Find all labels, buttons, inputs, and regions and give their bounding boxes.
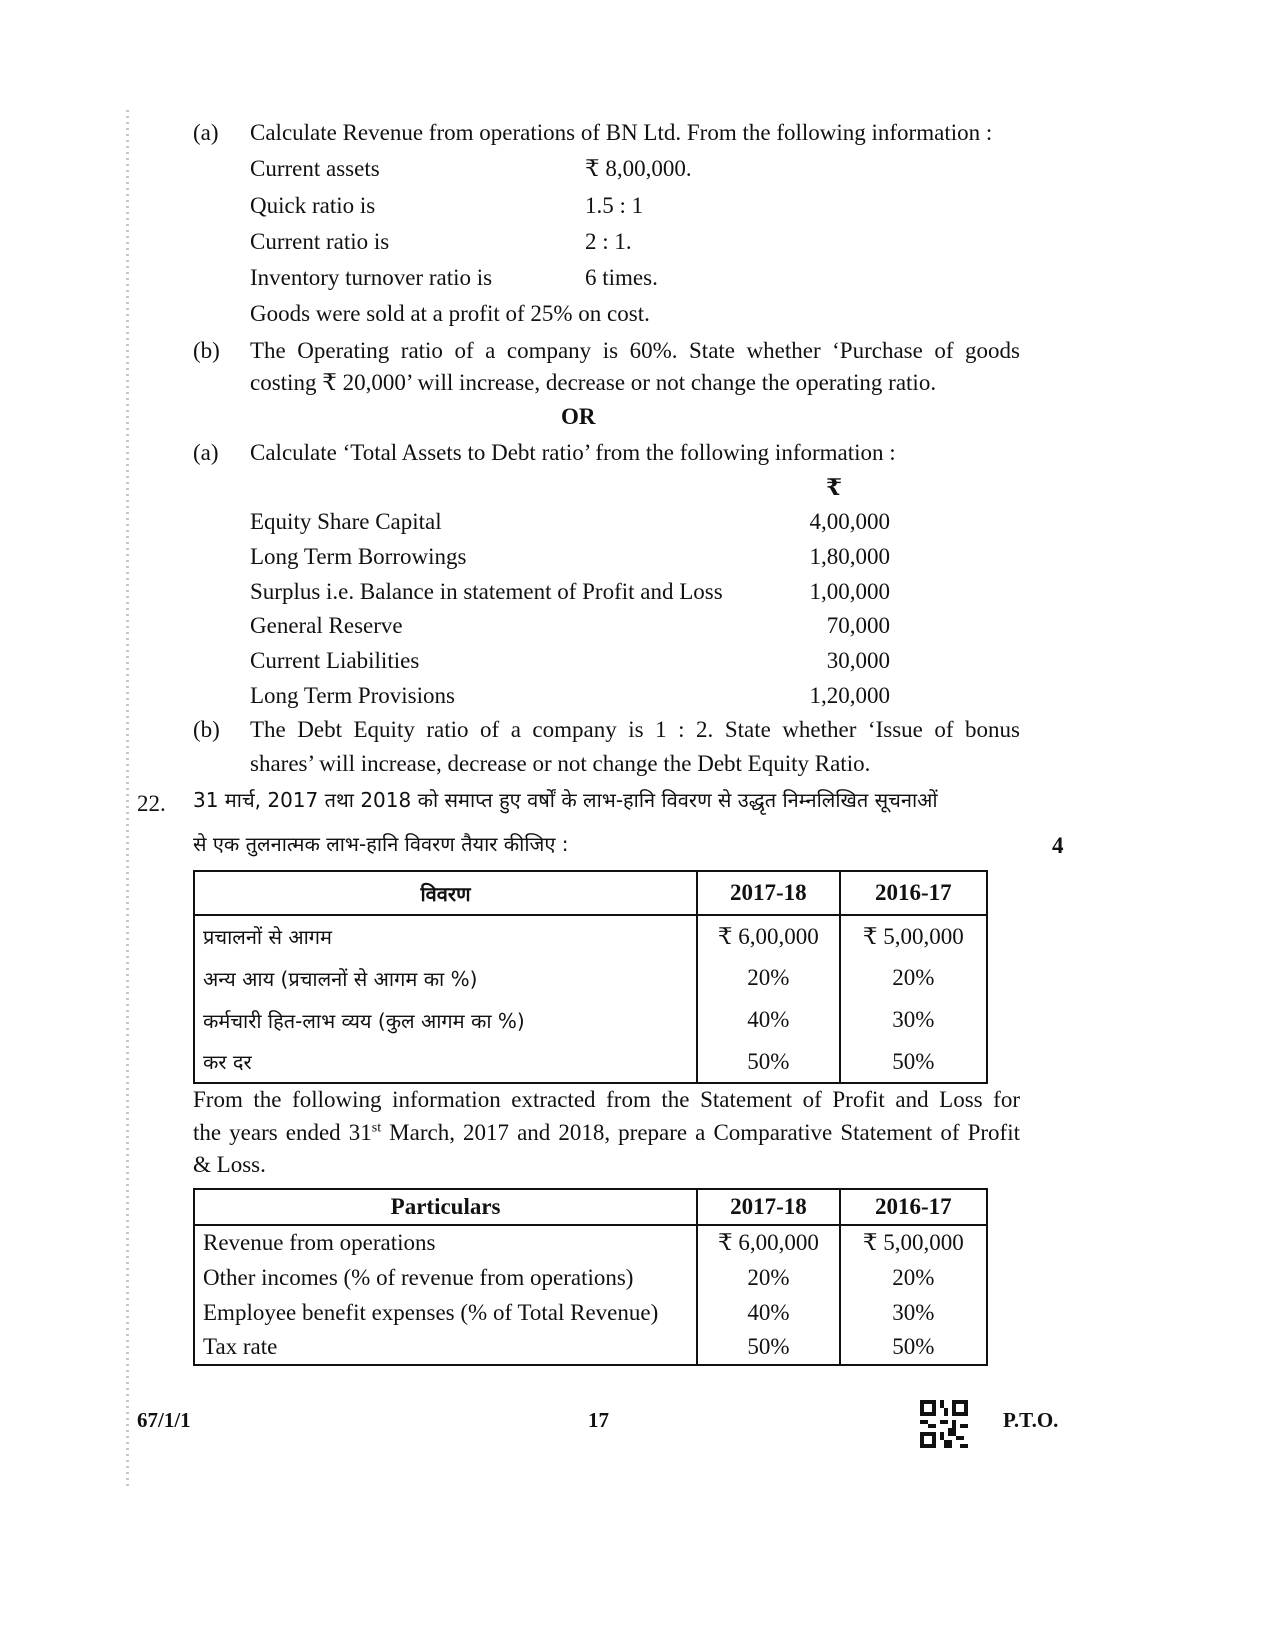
table-cell: Tax rate [194, 1330, 697, 1365]
paper-code: 67/1/1 [137, 1408, 191, 1432]
table-cell: 40% [697, 1295, 839, 1330]
table-cell: 20% [697, 957, 839, 999]
currency-header: ₹ [826, 475, 843, 500]
part-a2-label: (a) [193, 440, 219, 465]
table-cell: 30% [840, 1295, 987, 1330]
item-value: 1,80,000 [809, 544, 890, 569]
item-name: Long Term Provisions [250, 683, 455, 708]
q22-en-line2-pre: the years ended 31 [193, 1120, 372, 1145]
table-row [194, 999, 987, 1041]
table-header: 2016-17 [840, 1189, 987, 1225]
item-name: Current ratio is [250, 229, 390, 254]
item-name: Current assets [250, 156, 380, 181]
table-cell: कर्मचारी हित-लाभ व्यय (कुल आगम का %) [194, 999, 697, 1041]
part-b1-line1: The Operating ratio of a company is 60%. State whether ‘Purchase of goods [250, 338, 1020, 363]
or-separator: OR [561, 404, 596, 429]
part-b2-label: (b) [193, 717, 220, 742]
english-table [193, 1188, 988, 1366]
table-cell: 50% [697, 1041, 839, 1083]
item-value: 1.5 : 1 [585, 193, 644, 218]
part-a2-intro: Calculate ‘Total Assets to Debt ratio’ from the following information : [250, 440, 896, 465]
table-cell: 20% [697, 1260, 839, 1295]
table-cell: ₹ 6,00,000 [697, 915, 839, 957]
table-cell: ₹ 5,00,000 [840, 915, 987, 957]
table-row [194, 1295, 987, 1330]
part-b2-line1: The Debt Equity ratio of a company is 1 : 2. State whether ‘Issue of bonus [250, 717, 1020, 742]
item-value: ₹ 8,00,000. [585, 156, 692, 181]
table-header: विवरण [194, 871, 697, 915]
hindi-table [193, 870, 988, 1084]
part-a1-intro: Calculate Revenue from operations of BN Ltd. From the following information : [250, 120, 993, 145]
item-name: Current Liabilities [250, 648, 420, 673]
table-cell: 20% [840, 1260, 987, 1295]
q22-hindi-line1: 31 मार्च, 2017 तथा 2018 को समाप्त हुए वर्षों के लाभ-हानि विवरण से उद्धृत निम्नलिखित सूचनाओं [193, 788, 938, 812]
q22-en-line2-sup: st [371, 1120, 382, 1136]
q22-hindi-line2: से एक तुलनात्मक लाभ-हानि विवरण तैयार कीजिए : [193, 832, 569, 856]
question-number: 22. [137, 791, 166, 816]
table-header: 2016-17 [840, 871, 987, 915]
table-cell: Other incomes (% of revenue from operations) [194, 1260, 697, 1295]
table-header: 2017-18 [697, 871, 839, 915]
table-cell: 50% [697, 1330, 839, 1365]
table-header: 2017-18 [697, 1189, 839, 1225]
table-cell: 50% [840, 1330, 987, 1365]
item-value: 1,20,000 [809, 683, 890, 708]
table-cell: 20% [840, 957, 987, 999]
item-name: Equity Share Capital [250, 509, 442, 534]
table-cell: Employee benefit expenses (% of Total Revenue) [194, 1295, 697, 1330]
table-cell: 30% [840, 999, 987, 1041]
qr-code-icon [920, 1400, 968, 1448]
side-security-strip [126, 110, 129, 1490]
item-name: General Reserve [250, 613, 403, 638]
q22-en-line3: & Loss. [193, 1152, 266, 1177]
part-b2-line2: shares’ will increase, decrease or not change the Debt Equity Ratio. [250, 751, 871, 776]
page-number: 17 [588, 1408, 609, 1432]
item-name: Inventory turnover ratio is [250, 265, 493, 290]
item-value: 2 : 1. [585, 229, 632, 254]
item-value: 1,00,000 [809, 579, 890, 604]
item-name: Quick ratio is [250, 193, 376, 218]
table-cell: 50% [840, 1041, 987, 1083]
part-a1-note: Goods were sold at a profit of 25% on cost. [250, 301, 650, 326]
item-value: 6 times. [585, 265, 658, 290]
table-row [194, 1225, 987, 1260]
table-row [194, 1041, 987, 1083]
table-cell: अन्य आय (प्रचालनों से आगम का %) [194, 957, 697, 999]
table-cell: ₹ 5,00,000 [840, 1225, 987, 1260]
table-row [194, 915, 987, 957]
q22-en-line1: From the following information extracted from the Statement of Profit and Loss for [193, 1087, 1020, 1112]
item-value: 70,000 [826, 613, 890, 638]
table-cell: ₹ 6,00,000 [697, 1225, 839, 1260]
item-value: 4,00,000 [809, 509, 890, 534]
q22-en-line2-post: March, 2017 and 2018, prepare a Comparative Statement of Profit [381, 1120, 1020, 1145]
pto-label: P.T.O. [1003, 1408, 1059, 1432]
table-row [194, 1330, 987, 1365]
table-cell: प्रचालनों से आगम [194, 915, 697, 957]
table-cell: कर दर [194, 1041, 697, 1083]
table-header: Particulars [194, 1189, 697, 1225]
table-cell: Revenue from operations [194, 1225, 697, 1260]
table-row [194, 1260, 987, 1295]
item-name: Surplus i.e. Balance in statement of Profit and Loss [250, 579, 723, 604]
marks: 4 [1052, 833, 1064, 858]
part-b1-label: (b) [193, 338, 220, 363]
part-a1-label: (a) [193, 120, 219, 145]
table-cell: 40% [697, 999, 839, 1041]
item-name: Long Term Borrowings [250, 544, 467, 569]
q22-en-line2 [193, 1121, 1020, 1144]
table-row [194, 957, 987, 999]
part-b1-line2: costing ₹ 20,000’ will increase, decrease or not change the operating ratio. [250, 370, 937, 395]
item-value: 30,000 [826, 648, 890, 673]
